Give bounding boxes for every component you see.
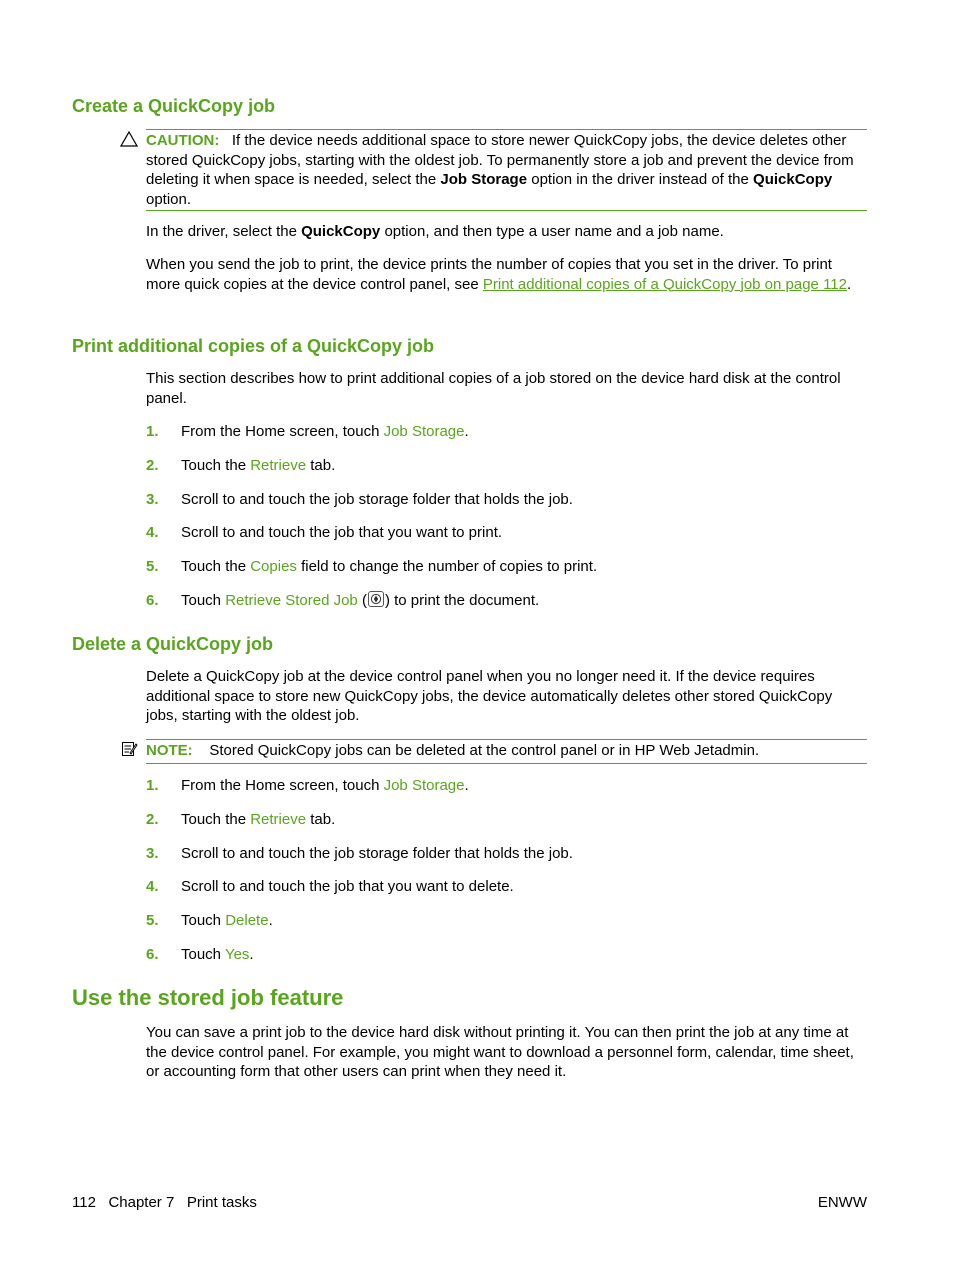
step-text: Scroll to and touch the job that you want to print. bbox=[181, 524, 503, 541]
step-text: Touch bbox=[181, 946, 225, 963]
retrieve-stored-job-icon bbox=[368, 591, 384, 607]
step-text: Touch the bbox=[181, 811, 251, 828]
step-text-end: tab. bbox=[306, 811, 336, 828]
footer-chapter: Chapter 7 bbox=[108, 1194, 175, 1211]
footer-left bbox=[72, 1193, 257, 1213]
step-text-end: . bbox=[464, 777, 469, 794]
caution-text-1: If the device needs additional space to store newer QuickCopy jobs, the device deletes other stored QuickCopy jobs, starting with the oldest job. To permanently store a job and prevent the device from deleting it when space is needed, select the bbox=[146, 132, 854, 188]
ui-delete: Delete bbox=[225, 912, 269, 929]
step-number: 6. bbox=[146, 592, 159, 609]
delete-intro: Delete a QuickCopy job at the device control panel when you no longer need it. If the device requires additional space to store new QuickCopy jobs, the device automatically deletes other stored QuickCopy jobs, starting with the oldest job. bbox=[146, 668, 833, 724]
stored-intro: You can save a print job to the device hard disk without printing it. You can then print the job at any time at the device control panel. For example, you might want to download a personnel form, calendar, time sheet, or accounting form that other users can print when they need it. bbox=[146, 1024, 854, 1080]
step-text: Touch bbox=[181, 912, 226, 929]
step-text: Touch the bbox=[181, 457, 251, 474]
heading-delete-quickcopy: Delete a QuickCopy job bbox=[72, 634, 274, 654]
step-number: 4. bbox=[146, 878, 159, 895]
caution-text-2: option in the driver instead of the bbox=[527, 171, 754, 188]
caution-box bbox=[146, 129, 867, 211]
step-text-end: ) to print the document. bbox=[384, 592, 540, 609]
create-paragraph-2 bbox=[146, 255, 868, 294]
caution-label: CAUTION: bbox=[146, 132, 220, 149]
heading-print-additional-copies: Print additional copies of a QuickCopy job bbox=[72, 336, 435, 356]
p2-text-1: When you send the job to print, the device prints the number of copies that you set in the driver. To print more quick copies at the device control panel, see bbox=[146, 256, 832, 293]
ui-job-storage: Job Storage bbox=[383, 423, 465, 440]
ui-retrieve-stored-job: Retrieve Stored Job bbox=[225, 592, 358, 609]
heading-stored-job-feature: Use the stored job feature bbox=[72, 985, 344, 1010]
step-text-end: field to change the number of copies to print. bbox=[296, 558, 598, 575]
ui-retrieve: Retrieve bbox=[250, 811, 307, 828]
step-number: 4. bbox=[146, 524, 159, 541]
p2-text-2: . bbox=[846, 275, 852, 293]
caution-text-3: option. bbox=[146, 190, 192, 208]
footer-page-number: 112 bbox=[72, 1194, 96, 1211]
caution-bold-quickcopy: QuickCopy bbox=[753, 171, 833, 188]
step-number: 2. bbox=[146, 457, 159, 474]
ui-job-storage: Job Storage bbox=[383, 777, 465, 794]
p1-text-1: In the driver, select the bbox=[146, 223, 302, 240]
step-text-paren: ( bbox=[357, 592, 367, 609]
footer-chapter-title: Print tasks bbox=[186, 1194, 257, 1211]
step-number: 1. bbox=[146, 777, 159, 794]
step-text: From the Home screen, touch bbox=[181, 423, 384, 440]
link-print-additional-copies[interactable]: Print additional copies of a QuickCopy job on page 112 bbox=[482, 275, 847, 293]
step-text-end: . bbox=[249, 946, 254, 963]
step-text: Scroll to and touch the job storage folder that holds the job. bbox=[181, 845, 573, 862]
step-text: From the Home screen, touch bbox=[181, 777, 384, 794]
step-text-end: tab. bbox=[306, 457, 336, 474]
step-text: Touch bbox=[181, 592, 226, 609]
step-text-end: . bbox=[268, 912, 273, 929]
caution-triangle-icon bbox=[120, 131, 138, 153]
print-intro: This section describes how to print additional copies of a job stored on the device hard disk at the control panel. bbox=[146, 370, 841, 407]
step-text-end: . bbox=[464, 423, 469, 440]
step-number: 3. bbox=[146, 491, 159, 508]
step-number: 2. bbox=[146, 811, 159, 828]
note-label: NOTE: bbox=[146, 742, 193, 759]
step-text: Scroll to and touch the job that you want to delete. bbox=[181, 878, 514, 895]
step-text: Touch the bbox=[181, 558, 251, 575]
caution-bold-job-storage: Job Storage bbox=[440, 171, 528, 188]
step-number: 5. bbox=[146, 558, 159, 575]
footer-right: ENWW bbox=[817, 1194, 867, 1211]
note-box bbox=[146, 739, 867, 764]
ui-copies: Copies bbox=[250, 558, 297, 575]
step-number: 3. bbox=[146, 845, 159, 862]
step-text: Scroll to and touch the job storage folder that holds the job. bbox=[181, 491, 573, 508]
ui-yes: Yes bbox=[224, 946, 250, 963]
step-number: 5. bbox=[146, 912, 159, 929]
note-pad-icon bbox=[120, 740, 138, 764]
p1-bold-quickcopy: QuickCopy bbox=[301, 223, 381, 240]
note-text: Stored QuickCopy jobs can be deleted at the control panel or in HP Web Jetadmin. bbox=[209, 742, 760, 759]
step-number: 6. bbox=[146, 946, 159, 963]
create-paragraph-1 bbox=[146, 222, 868, 242]
p1-text-2: option, and then type a user name and a job name. bbox=[380, 223, 724, 240]
heading-create-quickcopy: Create a QuickCopy job bbox=[72, 96, 276, 116]
ui-retrieve: Retrieve bbox=[250, 457, 307, 474]
step-number: 1. bbox=[146, 423, 159, 440]
